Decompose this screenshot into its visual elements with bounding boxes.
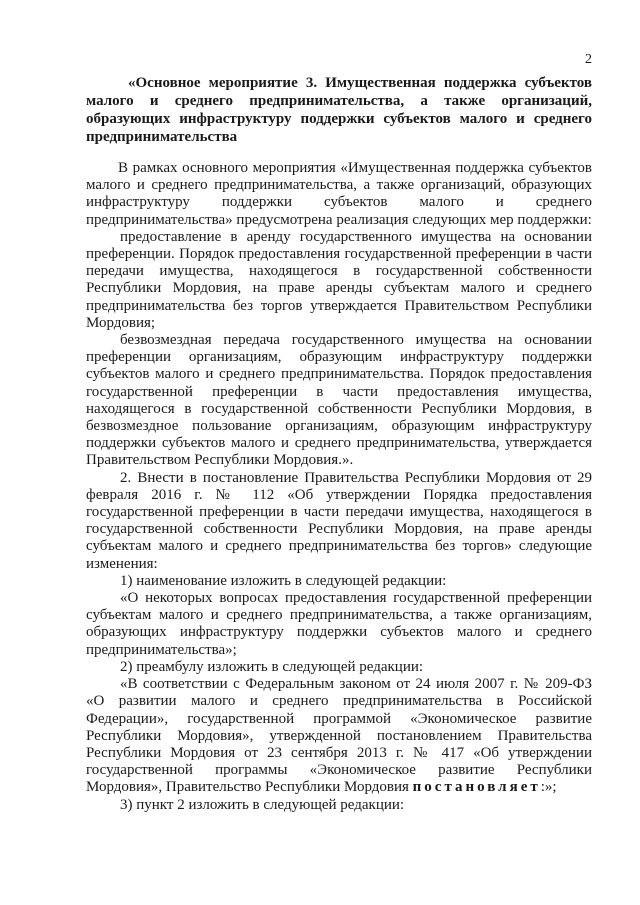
paragraph-amend-resolution: 2. Внести в постановление Правительства Республики Мордовия от 29 февраля 2016 г. № 112 «Об утверждении Порядка предоставления государственной преференции в части передачи имущества, находящегося в государственной собственности Республики Мордовия, на праве аренды субъектам малого и среднего предпринимательства без торгов» следующие изменения: [86,469,592,572]
paragraph-lease-preference: предоставление в аренду государственного имущества на основании преференции. Порядок предоставления государственной преференции в части передачи имущества, находящегося в государственной собственности Республики Мордовия, на праве аренды субъектам малого и среднего предпринимательства без торгов утверждается Правительством Республики Мордовия; [86,228,592,331]
paragraph-item-2: 2) преамбулу изложить в следующей редакции: [120,658,424,675]
preamble-tail: :»; [540,779,557,796]
paragraph-intro: В рамках основного мероприятия «Имущественная поддержка субъектов малого и среднего предпринимательства, а также организаций, образующих инфраструктуру поддержки субъектов малого и среднего предпринимательства» предусмотрена реализация следующих мер поддержки: [86,160,592,228]
paragraph-item-1: 1) наименование изложить в следующей редакции: [120,572,447,589]
paragraph-preamble [86,676,592,796]
preamble-text: «В соответствии с Федеральным законом от 24 июля 2007 г. № 209-ФЗ «О развитии малого и среднего предпринимательства в Российской Федерации», государственной программой «Экономическое развитие Республики Мордовия», утвержденной постановлением Правительства Республики Мордовия от 23 сентября 2013 г. № 417 «Об утверждении государственной программы «Экономическое развитие Республики Мордовия», Правительство Республики Мордовия [86,676,592,796]
page-number: 2 [585,52,592,67]
paragraph-new-title: «О некоторых вопросах предоставления государственной преференции субъектам малого и среднего предпринимательства, а также организациям, образующих инфраструктуру поддержки субъектов малого и среднего предпринимательства»; [86,590,592,658]
paragraph-item-3: 3) пункт 2 изложить в следующей редакции: [120,796,405,813]
section-heading [86,74,592,146]
paragraph-free-transfer: безвозмездная передача государственного имущества на основании преференции организациям, образующим инфраструктуру поддержки субъектов малого и среднего предпринимательства. Порядок предоставления государственной преференции в части предоставления имущества, находящегося в государственной собственности Республики Мордовия, в безвозмездное пользование организациям, образующим инфраструктуру поддержки субъектов малого и среднего предпринимательства, утверждается Правительством Республики Мордовия.». [86,332,592,469]
decree-verb: постановляет [412,779,541,796]
section-heading-text: «Основное мероприятие 3. Имущественная поддержка субъектов малого и среднего предпринимательства, а также организаций, образующих инфраструктуру поддержки субъектов малого и среднего предпринимательства [86,75,592,145]
document-body [86,160,592,814]
